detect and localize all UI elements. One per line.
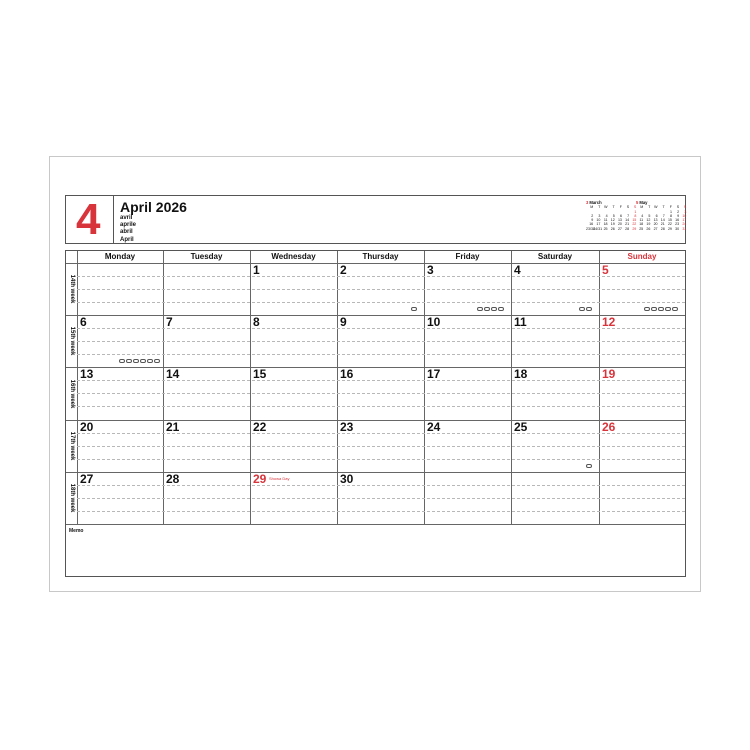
mini-day: 25	[603, 226, 608, 231]
mini-day: 6	[655, 213, 658, 218]
mini-day: 13	[617, 218, 622, 223]
day-number[interactable]: 14	[166, 367, 180, 381]
moon-phase-dot-icon	[477, 307, 483, 311]
mini-day: 20	[653, 222, 658, 227]
day-number[interactable]: 11	[514, 315, 527, 329]
weekday-header-tuesday: Tuesday	[190, 252, 223, 261]
moon-phase-dot-icon	[586, 307, 592, 311]
mini-calendar-month-name: March	[589, 200, 602, 205]
week-label-text: 17th week	[68, 431, 75, 461]
mini-weekday: F	[619, 205, 622, 210]
row-divider	[66, 263, 685, 264]
mini-day: 18	[639, 222, 644, 227]
mini-day: 8	[669, 213, 672, 218]
mini-day: 7	[662, 213, 665, 218]
mini-calendar-month-number: 3	[586, 200, 589, 205]
mini-day: 30	[675, 226, 680, 231]
moon-phase-dot-icon	[579, 307, 585, 311]
mini-weekday: S	[633, 205, 637, 210]
moon-phase-dot-icon	[491, 307, 497, 311]
writing-line	[77, 276, 685, 277]
mini-day: 14	[660, 218, 665, 223]
calendar-header	[65, 195, 686, 244]
writing-line	[77, 498, 685, 499]
memo-label: Memo	[69, 528, 84, 534]
mini-day: 29	[667, 226, 672, 231]
mini-day: 9	[591, 218, 594, 223]
column-divider	[511, 251, 512, 524]
moon-phase-dot-icon	[672, 307, 678, 311]
mini-weekday: T	[648, 205, 651, 210]
mini-day: 28	[660, 226, 665, 231]
week-label	[66, 263, 77, 315]
header-divider	[113, 196, 114, 243]
mini-day: 2	[677, 209, 680, 214]
moon-phase-dot-icon	[119, 359, 125, 363]
month-title: April 2026	[120, 199, 187, 215]
mini-day: 19	[646, 222, 651, 227]
mini-weekday: F	[669, 205, 672, 210]
mini-weekday: S	[683, 205, 687, 210]
week-label	[66, 420, 77, 472]
mini-day: 27	[617, 226, 622, 231]
mini-calendar-march	[586, 200, 639, 231]
mini-day: 3	[598, 213, 601, 218]
month-number: 4	[76, 195, 101, 244]
mini-day: 25	[639, 226, 644, 231]
writing-line	[77, 459, 685, 460]
mini-day: 23	[675, 222, 680, 227]
day-number[interactable]: 9	[340, 315, 347, 329]
mini-day: 24/31	[593, 226, 603, 231]
weekday-header-wednesday: Wednesday	[271, 252, 316, 261]
holiday-label: Showa Day	[269, 476, 290, 481]
mini-day: 12	[646, 218, 651, 223]
row-divider	[66, 315, 685, 316]
mini-day: 4	[605, 213, 608, 218]
mini-day: 15	[632, 218, 637, 223]
month-name-german: April	[120, 236, 134, 243]
mini-day: 6	[619, 213, 622, 218]
day-number[interactable]: 7	[166, 315, 173, 329]
day-number[interactable]: 29	[253, 472, 267, 486]
mini-day: 17	[682, 218, 687, 223]
day-number[interactable]: 22	[253, 420, 267, 434]
moon-phase-dot-icon	[651, 307, 657, 311]
weekday-header-thursday: Thursday	[362, 252, 399, 261]
moon-phase-dot-icon	[411, 307, 417, 311]
month-name-spanish: abril	[120, 229, 133, 236]
mini-day: 7	[627, 213, 630, 218]
moon-phase-dot-icon	[126, 359, 132, 363]
mini-day: 26	[610, 226, 615, 231]
day-number[interactable]: 19	[602, 367, 616, 381]
mini-day: 27	[653, 226, 658, 231]
day-number[interactable]: 1	[253, 263, 260, 277]
day-number[interactable]: 15	[253, 367, 267, 381]
week-label-text: 14th week	[68, 274, 75, 304]
day-number[interactable]: 30	[340, 472, 354, 486]
mini-day: 16	[675, 218, 680, 223]
mini-calendar-month-number: 5	[636, 200, 639, 205]
day-number[interactable]: 13	[80, 367, 94, 381]
moon-phase-dot-icon	[147, 359, 153, 363]
moon-phase-icon	[119, 359, 160, 363]
writing-line	[77, 289, 685, 290]
day-number[interactable]: 16	[340, 367, 354, 381]
mini-day: 18	[603, 222, 608, 227]
writing-line	[77, 511, 685, 512]
month-name-translations	[120, 215, 136, 244]
mini-day: 11	[639, 218, 644, 223]
mini-day: 31	[682, 226, 687, 231]
column-divider	[163, 251, 164, 524]
mini-day: 14	[625, 218, 630, 223]
mini-day: 28	[625, 226, 630, 231]
column-divider	[337, 251, 338, 524]
mini-day: 10	[682, 213, 687, 218]
mini-weekday: W	[604, 205, 608, 210]
moon-phase-dot-icon	[154, 359, 160, 363]
week-label	[66, 367, 77, 420]
mini-day: 24	[682, 222, 687, 227]
moon-phase-icon	[411, 307, 417, 311]
moon-phase-icon	[586, 464, 592, 468]
column-divider	[599, 251, 600, 524]
mini-day: 22	[632, 222, 637, 227]
week-label	[66, 315, 77, 367]
mini-day: 16	[589, 222, 594, 227]
writing-line	[77, 406, 685, 407]
mini-day: 22	[667, 222, 672, 227]
moon-phase-dot-icon	[484, 307, 490, 311]
moon-phase-dot-icon	[498, 307, 504, 311]
day-number[interactable]: 3	[427, 263, 434, 277]
mini-day: 1	[634, 209, 637, 214]
writing-line	[77, 393, 685, 394]
day-number[interactable]: 5	[602, 263, 609, 277]
mini-day: 19	[610, 222, 615, 227]
month-grid	[65, 250, 686, 577]
column-divider	[424, 251, 425, 524]
mini-day: 5	[648, 213, 651, 218]
mini-calendar-may	[636, 201, 686, 231]
day-number[interactable]: 2	[340, 263, 347, 277]
weekday-header-monday: Monday	[104, 252, 136, 261]
day-number[interactable]: 6	[80, 315, 87, 329]
day-number[interactable]: 8	[253, 315, 260, 329]
mini-day: 26	[646, 226, 651, 231]
moon-phase-dot-icon	[658, 307, 664, 311]
mini-weekday: T	[662, 205, 665, 210]
mini-day: 10	[596, 218, 601, 223]
mini-day: 21	[660, 222, 665, 227]
moon-phase-dot-icon	[140, 359, 146, 363]
day-number[interactable]: 24	[427, 420, 441, 434]
row-divider	[66, 420, 685, 421]
day-number[interactable]: 4	[514, 263, 521, 277]
weekday-header-friday: Friday	[455, 252, 480, 261]
weekday-header-sunday: Sunday	[627, 252, 657, 261]
mini-calendar-month-name: May	[639, 200, 648, 205]
week-label-text: 18th week	[68, 483, 75, 513]
mini-day: 5	[612, 213, 615, 218]
mini-weekday: M	[640, 205, 644, 210]
mini-day: 17	[596, 222, 601, 227]
mini-weekday: T	[612, 205, 615, 210]
weekday-header-saturday: Saturday	[537, 252, 573, 261]
mini-weekday: M	[590, 205, 594, 210]
week-label-text: 15th week	[68, 326, 75, 356]
moon-phase-dot-icon	[586, 464, 592, 468]
mini-day: 29	[632, 226, 637, 231]
week-label-text: 16th week	[68, 379, 75, 408]
mini-day: 15	[667, 218, 672, 223]
row-divider	[66, 524, 685, 525]
mini-day: 8	[634, 213, 637, 218]
mini-weekday: S	[676, 205, 680, 210]
mini-day: 13	[653, 218, 658, 223]
moon-phase-dot-icon	[644, 307, 650, 311]
mini-calendar-week	[586, 227, 636, 231]
mini-day: 21	[625, 222, 630, 227]
mini-day: 12	[610, 218, 615, 223]
day-number[interactable]: 26	[602, 420, 616, 434]
day-number[interactable]: 12	[602, 315, 616, 329]
moon-phase-dot-icon	[665, 307, 671, 311]
mini-weekday: S	[626, 205, 630, 210]
mini-day: 11	[603, 218, 608, 223]
writing-line	[77, 354, 685, 355]
mini-day: 3	[684, 209, 687, 214]
column-divider	[77, 251, 78, 524]
day-number[interactable]: 21	[166, 420, 180, 434]
moon-phase-icon	[579, 307, 592, 311]
mini-calendar-week	[636, 227, 686, 231]
moon-phase-dot-icon	[133, 359, 139, 363]
mini-weekday: T	[598, 205, 601, 210]
day-number[interactable]: 28	[166, 472, 180, 486]
day-number[interactable]: 23	[340, 420, 354, 434]
month-name-italian: aprile	[120, 222, 137, 229]
mini-day: 9	[677, 213, 680, 218]
column-divider	[250, 251, 251, 524]
day-number[interactable]: 17	[427, 367, 441, 381]
day-number[interactable]: 25	[514, 420, 528, 434]
moon-phase-icon	[644, 307, 678, 311]
moon-phase-icon	[477, 307, 504, 311]
row-divider	[66, 367, 685, 368]
writing-line	[77, 302, 685, 303]
month-name-french: avril	[120, 215, 133, 221]
writing-line	[77, 341, 685, 342]
mini-weekday: W	[654, 205, 658, 210]
row-divider	[66, 472, 685, 473]
mini-day: 20	[617, 222, 622, 227]
mini-day: 4	[641, 213, 644, 218]
mini-day: 23/30	[586, 226, 595, 231]
week-label	[66, 472, 77, 524]
day-number[interactable]: 10	[427, 315, 441, 329]
mini-day: 2	[591, 213, 594, 218]
day-number[interactable]: 18	[514, 367, 528, 381]
day-number[interactable]: 27	[80, 472, 94, 486]
writing-line	[77, 446, 685, 447]
mini-day: 1	[669, 209, 672, 214]
day-number[interactable]: 20	[80, 420, 94, 434]
